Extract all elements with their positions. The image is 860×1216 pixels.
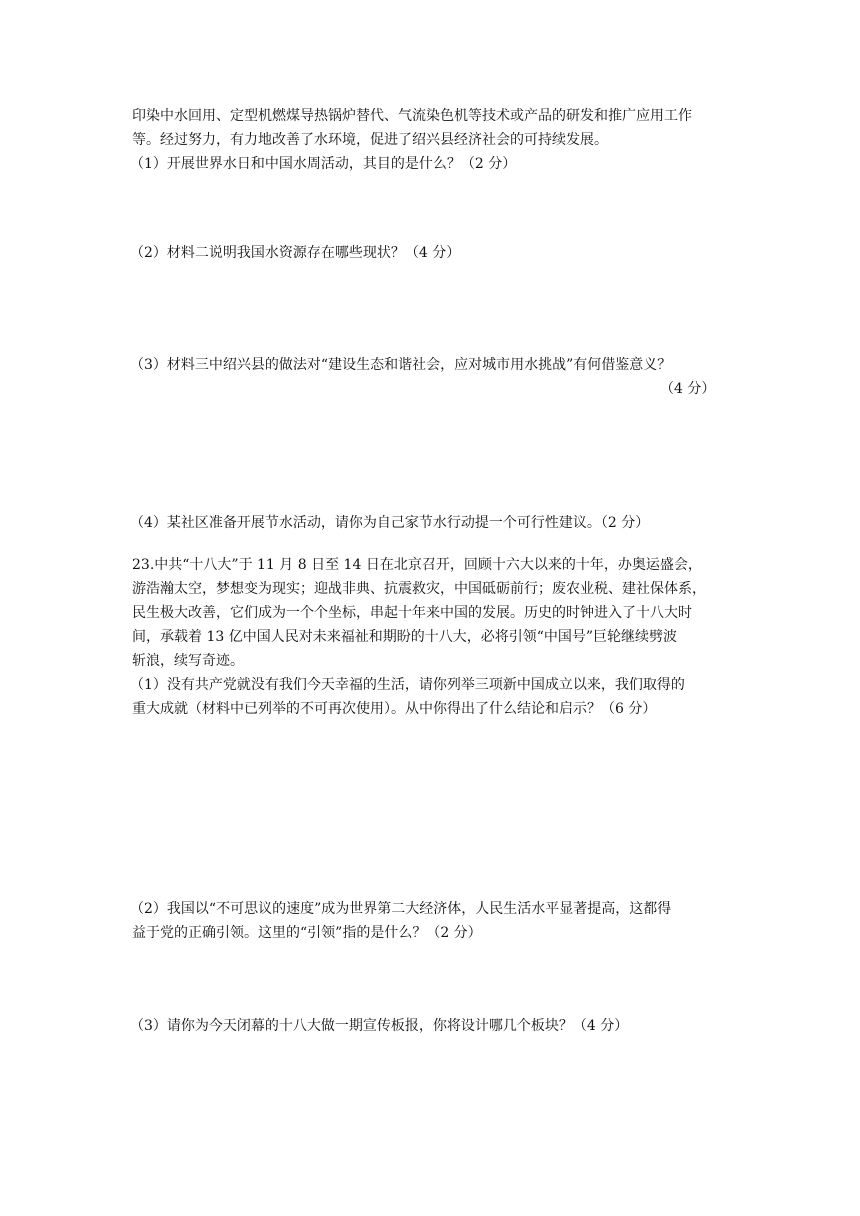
- question-22-part-3-points: （4 分）: [660, 381, 716, 397]
- question-22-part-2: （2）材料二说明我国水资源存在哪些现状？（4 分）: [130, 245, 461, 261]
- question-22-part-4: （4）某社区准备开展节水活动，请你为自己家节水行动提一个可行性建议。（2 分）: [130, 515, 650, 531]
- question-22-part-3: （3）材料三中绍兴县的做法对“建设生态和谐社会，应对城市用水挑战”有何借鉴意义？: [130, 357, 672, 373]
- passage-line: 印染中水回用、定型机燃煤导热锅炉替代、气流染色机等技术或产品的研发和推广应用工作: [132, 108, 692, 124]
- question-23-part-1-line: （1）没有共产党就没有我们今天幸福的生活，请你列举三项新中国成立以来，我们取得的: [130, 677, 685, 693]
- question-22-part-1: （1）开展世界水日和中国水周活动，其目的是什么？（2 分）: [130, 156, 517, 172]
- passage-line: 等。经过努力，有力地改善了水环境，促进了绍兴县经济社会的可持续发展。: [132, 132, 608, 148]
- question-23-stem-line: 斩浪，续写奇迹。: [132, 653, 244, 669]
- question-23-part-2-line: （2）我国以“不可思议的速度”成为世界第二大经济体，人民生活水平显著提高，这都得: [130, 901, 672, 917]
- question-23-stem-line: 民生极大改善，它们成为一个个坐标，串起十年来中国的发展。历史的时钟进入了十八大时: [132, 605, 692, 621]
- question-23-part-3: （3）请你为今天闭幕的十八大做一期宣传板报，你将设计哪几个板块？（4 分）: [130, 1018, 629, 1034]
- question-23-part-2-line: 益于党的正确引领。这里的“引领”指的是什么？（2 分）: [132, 925, 482, 941]
- question-23-stem-line: 游浩瀚太空，梦想变为现实；迎战非典、抗震救灾，中国砥砺前行；废农业税、建社保体系，: [132, 581, 706, 597]
- question-23-stem-line: 23.中共“十八大”于 11 月 8 日至 14 日在北京召开，回顾十六大以来的十年，办奥运盛会，: [132, 557, 702, 573]
- question-23-part-1-line: 重大成就（材料中已列举的不可再次使用）。从中你得出了什么结论和启示？（6 分）: [132, 701, 657, 717]
- question-23-stem-line: 间，承载着 13 亿中国人民对未来福祉和期盼的十八大，必将引领“中国号”巨轮继续劈波: [132, 629, 678, 645]
